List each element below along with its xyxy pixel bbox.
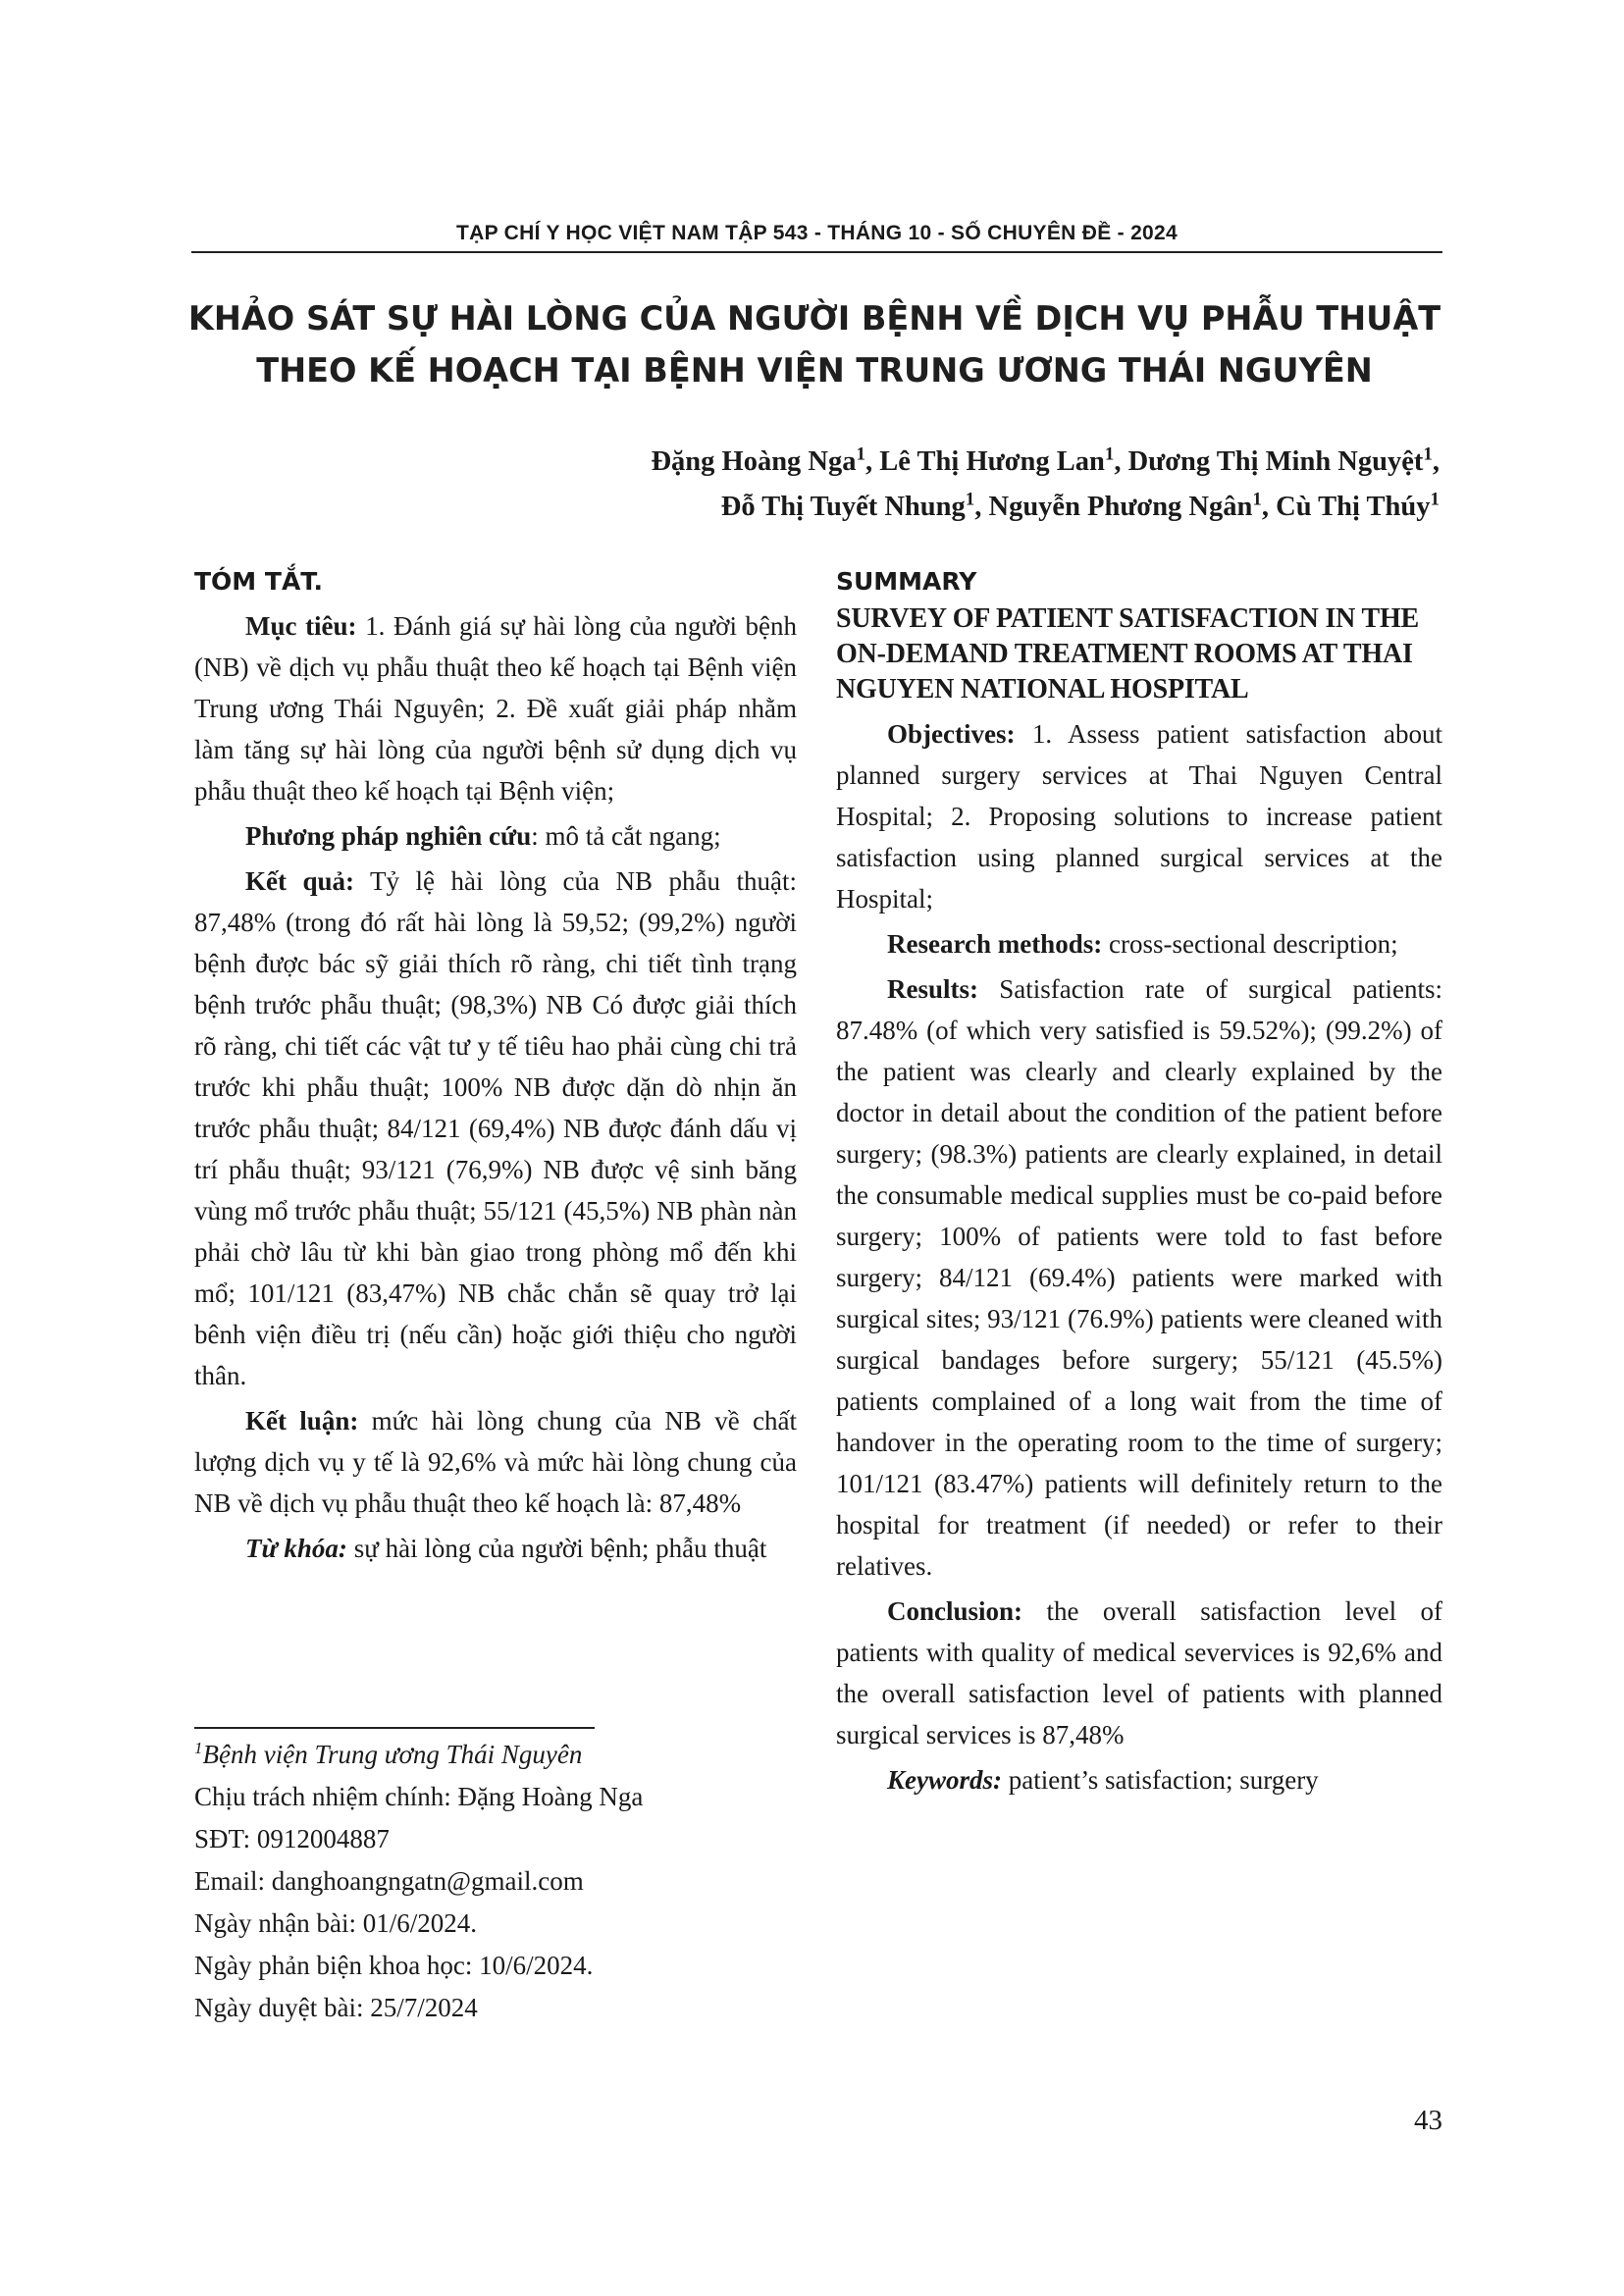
affiliation-text: Bệnh viện Trung ương Thái Nguyên bbox=[202, 1740, 583, 1769]
page-number: 43 bbox=[1414, 2105, 1442, 2136]
affiliation-footnote bbox=[194, 1734, 797, 1776]
conclusion-text: the overall satisfaction level of patients with quality of medical severvices is 92,6% and the overall satisfaction level of patients with planned surgical services is 87,48% bbox=[836, 1596, 1442, 1749]
title-line-1: KHẢO SÁT SỰ HÀI LÒNG CỦA NGƯỜI BỆNH VỀ DỊCH VỤ PHẪU THUẬT bbox=[187, 299, 1441, 338]
conclusion-paragraph-vi bbox=[194, 1400, 797, 1524]
objectives-label: Mục tiêu: bbox=[245, 611, 357, 641]
methods-label: Phương pháp nghiên cứu bbox=[245, 821, 532, 851]
author-separator: , bbox=[1261, 492, 1277, 522]
results-text: Tỷ lệ hài lòng của NB phẫu thuật: 87,48% (trong đó rất hài lòng là 59,52; (99,2%) người bệnh được bác sỹ giải thích rõ ràng, chi tiết tình trạng bệnh trước phẫu thuật; (98,3%) NB Có được giải thích rõ ràng, chi tiết các vật tư y tế tiêu hao phải cùng chi trả trước khi phẫu thuật; 100% NB được dặn dò nhịn ăn trước phẫu thuật; 84/121 (69,4%) NB được đánh dấu vị trí phẫu thuật; 93/121 (76,9%) NB được vệ sinh băng vùng mổ trước phẫu thuật; 55/121 (45,5%) NB phàn nàn phải chờ lâu từ khi bàn giao trong phòng mổ đến khi mổ; 101/121 (83,47%) NB chắc chắn sẽ quay trở lại bênh viện điều trị (nếu cần) hoặc giới thiệu cho người thân. bbox=[194, 866, 797, 1390]
author-line-2 bbox=[458, 485, 1440, 530]
article-title bbox=[157, 292, 1472, 396]
author-name: Dương Thị Minh Nguyệt bbox=[1127, 446, 1424, 477]
keywords-label: Từ khóa: bbox=[245, 1534, 347, 1563]
author-line-end: , bbox=[1432, 446, 1440, 477]
summary-heading: SUMMARY bbox=[836, 567, 977, 596]
methods-paragraph-vi bbox=[194, 815, 797, 857]
conclusion-paragraph-en bbox=[836, 1591, 1442, 1755]
methods-label: Research methods: bbox=[887, 929, 1103, 959]
author-affiliation-mark: 1 bbox=[1430, 489, 1440, 510]
objectives-paragraph-vi bbox=[194, 605, 797, 811]
affiliation-mark: 1 bbox=[194, 1739, 203, 1757]
methods-text: : mô tả cắt ngang; bbox=[531, 821, 721, 851]
author-affiliation-mark: 1 bbox=[1252, 489, 1262, 510]
footnote-rule bbox=[194, 1727, 595, 1729]
author-name: Nguyễn Phương Ngân bbox=[988, 492, 1253, 522]
results-text: Satisfaction rate of surgical patients: 87.48% (of which very satisfied is 59.52%); (99.2%) of the patient was clearly and clearly explained by the doctor in detail about the condition of the patient before surgery; (98.3%) patients are clearly explained, in detail the consumable medical supplies must be co-paid before surgery; 100% of patients were told to fast before surgery; 84/121 (69.4%) patients were marked with surgical sites; 93/121 (76.9%) patients were cleaned with surgical bandages before surgery; 55/121 (45.5%) patients complained of a long wait from the time of handover in the operating room to the time of surgery; 101/121 (83.47%) patients will definitely return to the hospital for treatment (if needed) or refer to their relatives. bbox=[836, 974, 1442, 1581]
author-affiliation-mark: 1 bbox=[1423, 444, 1433, 465]
author-list bbox=[458, 440, 1440, 530]
english-summary bbox=[836, 562, 1442, 1800]
objectives-text: 1. Assess patient satisfaction about planned surgery services at Thai Nguyen Central Hospital; 2. Proposing solutions to increase patient satisfaction using planned surgical services at the Hospital; bbox=[836, 719, 1442, 913]
title-line-2: THEO KẾ HOẠCH TẠI BỆNH VIỆN TRUNG ƯƠNG THÁI NGUYÊN bbox=[256, 351, 1373, 390]
conclusion-label: Kết luận: bbox=[245, 1406, 359, 1435]
english-title: SURVEY OF PATIENT SATISFACTION IN THE ON-DEMAND TREATMENT ROOMS AT THAI NGUYEN NATIONAL HOSPITAL bbox=[836, 603, 1419, 704]
author-name: Cù Thị Thúy bbox=[1276, 492, 1431, 522]
author-affiliation-mark: 1 bbox=[1104, 444, 1115, 465]
objectives-label: Objectives: bbox=[887, 719, 1016, 749]
keywords-text: patient’s satisfaction; surgery bbox=[1002, 1765, 1319, 1795]
date-reviewed: Ngày phản biện khoa học: 10/6/2024. bbox=[194, 1951, 594, 1980]
date-received: Ngày nhận bài: 01/6/2024. bbox=[194, 1908, 477, 1938]
keywords-label: Keywords: bbox=[887, 1765, 1002, 1795]
abstract-heading-vi: TÓM TẮT. bbox=[194, 567, 324, 596]
footnotes bbox=[194, 1734, 797, 2029]
author-name: Đặng Hoàng Nga bbox=[651, 446, 857, 477]
objectives-text: 1. Đánh giá sự hài lòng của người bệnh (NB) về dịch vụ phẫu thuật theo kế hoạch tại Bệnh viện Trung ương Thái Nguyên; 2. Đề xuất giải pháp nhằm làm tăng sự hài lòng của người bệnh sử dụng dịch vụ phẫu thuật theo kế hoạch tại Bệnh viện; bbox=[194, 611, 798, 806]
results-paragraph-vi bbox=[194, 861, 797, 1396]
author-separator: , bbox=[974, 492, 989, 522]
keywords-paragraph-en bbox=[836, 1759, 1442, 1800]
author-affiliation-mark: 1 bbox=[965, 489, 975, 510]
author-name: Lê Thị Hương Lan bbox=[879, 446, 1105, 477]
author-separator: , bbox=[865, 446, 880, 477]
methods-paragraph-en bbox=[836, 923, 1442, 965]
author-separator: , bbox=[1114, 446, 1128, 477]
methods-text: cross-sectional description; bbox=[1102, 929, 1398, 959]
keywords-text: sự hài lòng của người bệnh; phẫu thuật bbox=[346, 1534, 767, 1563]
results-paragraph-en bbox=[836, 968, 1442, 1587]
results-label: Kết quả: bbox=[245, 866, 355, 896]
author-line-1 bbox=[458, 440, 1440, 485]
journal-header: TẠP CHÍ Y HỌC VIỆT NAM TẬP 543 - THÁNG 10 - SỐ CHUYÊN ĐỀ - 2024 bbox=[455, 222, 1178, 244]
header-rule bbox=[191, 251, 1442, 253]
conclusion-text: mức hài lòng chung của NB về chất lượng dịch vụ y tế là 92,6% và mức hài lòng chung của NB về dịch vụ phẫu thuật theo kế hoạch là: 87,48% bbox=[194, 1406, 797, 1518]
keywords-paragraph-vi bbox=[194, 1528, 797, 1569]
conclusion-label: Conclusion: bbox=[887, 1596, 1023, 1626]
vietnamese-abstract bbox=[194, 562, 797, 1569]
results-label: Results: bbox=[887, 974, 978, 1004]
objectives-paragraph-en bbox=[836, 713, 1442, 919]
author-affiliation-mark: 1 bbox=[856, 444, 866, 465]
phone-number: SĐT: 0912004887 bbox=[194, 1824, 390, 1853]
date-accepted: Ngày duyệt bài: 25/7/2024 bbox=[194, 1993, 478, 2022]
author-name: Đỗ Thị Tuyết Nhung bbox=[720, 492, 966, 522]
email-address: Email: danghoangngatn@gmail.com bbox=[194, 1866, 584, 1896]
corresponding-author: Chịu trách nhiệm chính: Đặng Hoàng Nga bbox=[194, 1782, 644, 1811]
